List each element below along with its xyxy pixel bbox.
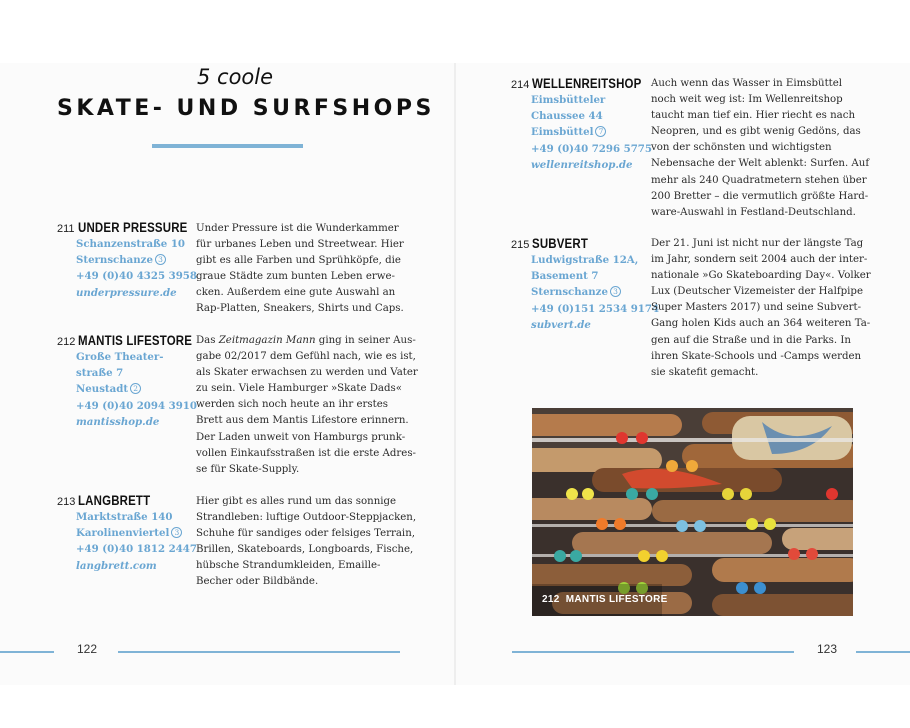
footer-rule-right-b bbox=[856, 651, 910, 653]
entry-214-title bbox=[511, 75, 661, 93]
description-line: taucht man tief ein. Hier riecht es nach bbox=[651, 110, 856, 122]
description-line: graue Städte zum bunten Leben erwe- bbox=[196, 271, 395, 283]
entry-213-description bbox=[196, 494, 416, 591]
entry-number: 215 bbox=[511, 239, 530, 251]
entry-215-title bbox=[511, 235, 598, 253]
photo-caption bbox=[542, 594, 668, 605]
phone-number: +49 (0)40 7296 5775 bbox=[531, 142, 652, 155]
phone-number: +49 (0)40 1812 2447 bbox=[76, 543, 197, 556]
description-line: Gang holen Kids auch an 364 weiteren Ta- bbox=[651, 318, 871, 330]
address-line: Sternschanze 3 bbox=[76, 252, 197, 268]
entry-212-title bbox=[57, 332, 213, 350]
website-link[interactable]: mantisshop.de bbox=[76, 415, 160, 428]
entry-213-title bbox=[57, 492, 163, 510]
entry-number: 211 bbox=[57, 223, 75, 235]
address-line: Sternschanze 3 bbox=[531, 284, 659, 300]
description-line: ihren Skate-Schools und -Camps werden bbox=[651, 350, 862, 362]
description-line: Becher oder Bildbände. bbox=[196, 576, 319, 588]
heading-small: 5 coole bbox=[197, 65, 274, 89]
footer-rule-left-b bbox=[118, 651, 400, 653]
shop-name: SUBVERT bbox=[532, 236, 589, 251]
footer-rule-left-a bbox=[0, 651, 54, 653]
description-line: Strandleben: luftige Outdoor-Steppjacken, bbox=[196, 512, 417, 524]
description-line: Super Masters 2017) und seine Subvert- bbox=[651, 302, 862, 314]
description-line: Schuhe für sandiges oder felsiges Terrain, bbox=[196, 528, 415, 540]
website-link[interactable]: wellenreitshop.de bbox=[531, 158, 633, 171]
entry-number: 212 bbox=[57, 336, 76, 348]
description-line: noch weit weg ist: Im Wellenreitshop bbox=[651, 94, 843, 106]
description-line: für urbanes Leben und Streetwear. Hier bbox=[196, 239, 404, 251]
description-line: Das Zeitmagazin Mann ging in seiner Aus- bbox=[196, 335, 416, 346]
address-line: Marktstraße 140 bbox=[76, 511, 173, 523]
description-line: gibt es alle Farben und Sprühköpfe, die bbox=[196, 255, 401, 267]
district-number-badge: 3 bbox=[155, 254, 166, 265]
address-line: Karolinenviertel 3 bbox=[76, 525, 197, 541]
address-line: Chaussee 44 bbox=[531, 110, 603, 123]
entry-214-address bbox=[531, 92, 652, 173]
caption-name: MANTIS LIFESTORE bbox=[565, 594, 668, 605]
entry-211-address bbox=[76, 236, 197, 301]
description-line: im Jahr, sondern seit 2004 auch der inter- bbox=[651, 254, 868, 266]
entry-211-description bbox=[196, 221, 404, 318]
entry-213-address bbox=[76, 509, 197, 574]
entry-212-address bbox=[76, 349, 197, 430]
district-number-badge: 3 bbox=[610, 286, 621, 297]
description-line: vollen Einkaufsstraßen ist die erste Adres- bbox=[196, 447, 416, 459]
address-line: Schanzenstraße 10 bbox=[76, 238, 186, 250]
description-line: ware-Auswahl in Festland-Deutschland. bbox=[651, 206, 856, 218]
page-number-right: 123 bbox=[817, 642, 838, 656]
phone-number: +49 (0)151 2534 9174 bbox=[531, 302, 660, 315]
description-line: zu sein. Viele Hamburger »Skate Dads« bbox=[196, 383, 402, 395]
description-line: 200 Bretter – die vermutlich größte Hard- bbox=[651, 190, 869, 202]
top-margin bbox=[0, 0, 910, 63]
entry-214-description bbox=[651, 76, 869, 221]
description-line: sie skatefit gemacht. bbox=[651, 366, 759, 378]
address-line: Ludwigstraße 12A, bbox=[531, 254, 639, 266]
description-line: cken. Außerdem eine gute Auswahl an bbox=[196, 287, 396, 299]
description-line: Under Pressure ist die Wunderkammer bbox=[196, 223, 399, 234]
description-line: gabe 02/2017 dem Gefühl nach, wie es ist, bbox=[196, 351, 416, 363]
address-line: Große Theater- bbox=[76, 351, 164, 363]
description-line: von der schönsten und wichtigsten bbox=[651, 142, 832, 154]
book-gutter bbox=[454, 63, 456, 685]
page-number-left: 122 bbox=[77, 642, 98, 656]
description-line: Nebensache der Welt ablenkt: Surfen. Auf bbox=[651, 158, 870, 170]
phone-number: +49 (0)40 4325 3958 bbox=[76, 270, 197, 283]
website-link[interactable]: langbrett.com bbox=[76, 559, 157, 572]
website-link[interactable]: underpressure.de bbox=[76, 286, 177, 299]
description-line: werden sich noch heute an ihr erstes bbox=[196, 399, 388, 411]
description-line: Hier gibt es alles rund um das sonnige bbox=[196, 496, 397, 507]
footer-rule-right-a bbox=[512, 651, 794, 653]
address-line: Neustadt 2 bbox=[76, 381, 197, 397]
description-line: mehr als 240 Quadratmetern stehen über bbox=[651, 174, 867, 186]
address-line: Eimsbüttel 7 bbox=[531, 124, 652, 140]
district-number-badge: 3 bbox=[171, 527, 182, 538]
description-line: Auch wenn das Wasser in Eimsbüttel bbox=[651, 78, 843, 89]
description-line: Der Laden unweit von Hamburgs prunk- bbox=[196, 431, 406, 443]
description-line: Rap-Platten, Sneakers, Shirts und Caps. bbox=[196, 303, 404, 315]
entry-215-address bbox=[531, 252, 659, 333]
shop-name: LANGBRETT bbox=[78, 493, 151, 508]
heading-large: SKATE- UND SURFSHOPS bbox=[57, 96, 435, 121]
description-line: Lux (Deutscher Vizemeister der Halfpipe bbox=[651, 286, 863, 298]
description-line: Brillen, Skateboards, Longboards, Fische, bbox=[196, 544, 414, 556]
skateboard-wall-photo bbox=[532, 408, 853, 616]
entry-215-description bbox=[651, 236, 871, 381]
caption-number: 212 bbox=[542, 594, 560, 605]
description-line: nationale »Go Skateboarding Day«. Volker bbox=[651, 270, 871, 282]
address-line: Eimsbütteler bbox=[531, 94, 606, 106]
description-line: se für Skate-Supply. bbox=[196, 463, 300, 475]
district-number-badge: 2 bbox=[130, 383, 141, 394]
website-link[interactable]: subvert.de bbox=[531, 318, 591, 331]
district-number-badge: 7 bbox=[595, 126, 606, 137]
entry-212-description bbox=[196, 333, 418, 478]
entry-number: 214 bbox=[511, 79, 530, 91]
description-line: hübsche Strandumkleiden, Emaille- bbox=[196, 560, 381, 572]
description-line: Brett aus dem Mantis Lifestore erinnern. bbox=[196, 415, 409, 427]
phone-number: +49 (0)40 2094 3910 bbox=[76, 399, 197, 412]
description-line: Der 21. Juni ist nicht nur der längste Tag bbox=[651, 238, 864, 249]
address-line: straße 7 bbox=[76, 367, 124, 380]
shop-name: WELLENREITSHOP bbox=[532, 76, 642, 91]
description-line: Neopren, und es gibt wenig Gedöns, das bbox=[651, 126, 861, 138]
address-line: Basement 7 bbox=[531, 270, 599, 283]
shop-name: UNDER PRESSURE bbox=[77, 220, 188, 235]
entry-number: 213 bbox=[57, 496, 76, 508]
title-rule bbox=[152, 144, 303, 148]
description-line: als Skater erwachsen zu werden und Vater bbox=[196, 367, 418, 379]
shop-name: MANTIS LIFESTORE bbox=[78, 333, 193, 348]
description-line: gen auf die Straße und in die Parks. In bbox=[651, 334, 851, 346]
entry-211-title bbox=[57, 219, 206, 237]
